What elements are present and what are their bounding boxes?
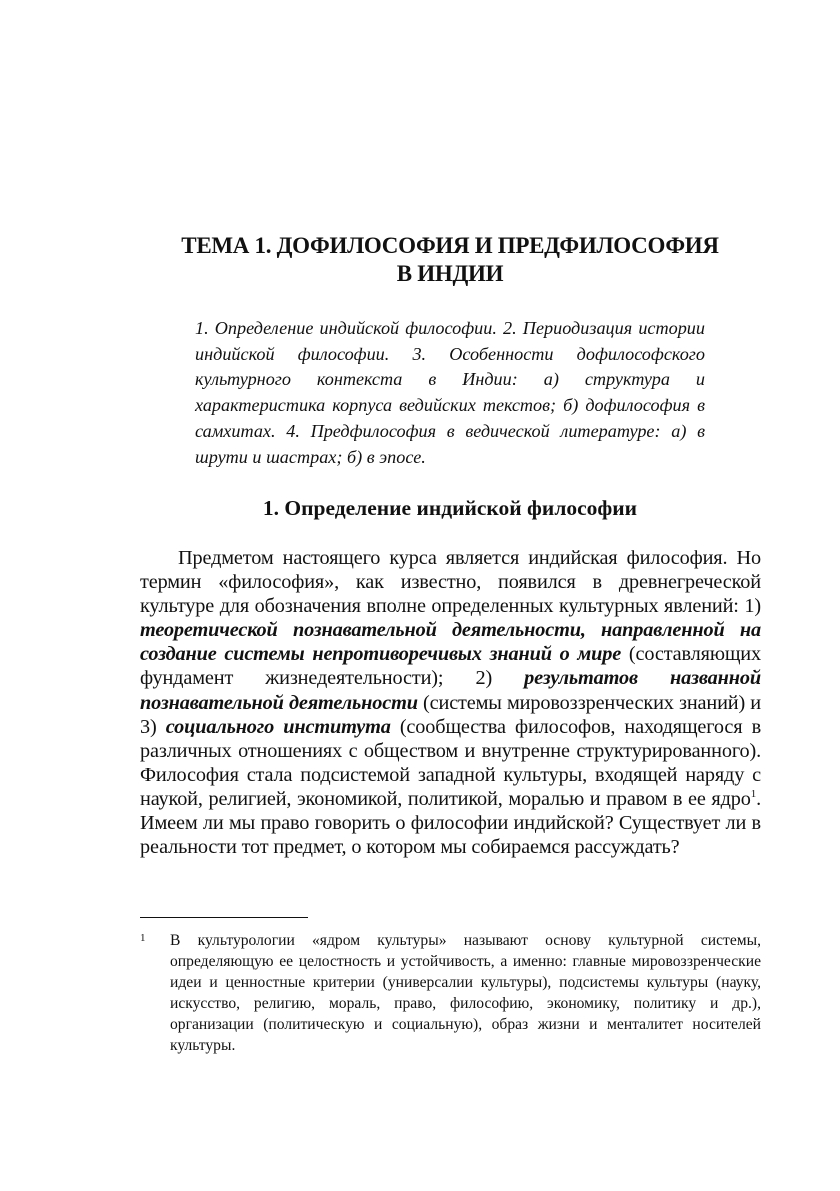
body-text-run-3: (системы мировоззренческих знаний) и 3) (140, 691, 762, 738)
body-text (140, 546, 761, 859)
chapter-title-line-1: ТЕМА 1. ДОФИЛОСОФИЯ И ПРЕДФИЛОСОФИЯ (181, 233, 719, 258)
chapter-summary: 1. Определение индийской философии. 2. Периодизация истории индийской философии. 3. Особенности дофилософского культурного контекста в Индии: а) структура и характеристика корпуса ведийских текстов; б) дофилософия в самхитах. 4. Предфилософия в ведической литературе: а) в шрути и шастрах; б) в эпосе. (195, 318, 705, 467)
chapter-title-line-2: В ИНДИИ (396, 261, 504, 286)
emphasis-term-2: результатов названной познавательной деятельности (140, 667, 761, 714)
body-text-run-5: . Имеем ли мы право говорить о философии индийской? Существует ли в реальности тот предмет, о котором мы собираемся рассуждать? (140, 787, 761, 859)
emphasis-term-1: теоретической познавательной деятельности, направленной на создание системы непротиворечивых знаний о мире (140, 619, 761, 666)
emphasis-term-3: социального института (165, 715, 391, 738)
body-text-run-4: (сообщества философов, находящегося в различных отношениях с обществом и внутренне структурированного). Философия стала подсистемой западной культуры, входящей наряду с наукой, религией, экономикой, политикой, моралью и правом в ее ядро (140, 715, 762, 810)
body-paragraph (140, 546, 761, 859)
footnote (140, 930, 761, 1056)
footnote-divider (140, 917, 308, 918)
footnote-marker: 1 (140, 932, 146, 944)
footnote-reference[interactable]: 1 (750, 787, 757, 800)
body-text-run-1: Предметом настоящего курса является индийская философия. Но термин «философия», как известно, появился в древнегреческой культуре для обозначения вполне определенных культурных явлений: 1) (140, 547, 761, 618)
section-heading: 1. Определение индийской философии (262, 496, 638, 520)
footnote-text: В культурологии «ядром культуры» называют основу культурной системы, определяющую ее целостность и устойчивость, а именно: главные мировоззренческие идеи и ценностные критерии (универсалии культуры), подсистемы культуры (науку, искусство, религию, мораль, право, философию, экономику, политику и др.), организации (политическую и социальную), образ жизни и менталитет носителей культуры. (170, 932, 761, 1054)
chapter-title (140, 232, 760, 288)
body-text-run-2: (составляющих фундамент жизнедеятельности); 2) (140, 643, 761, 690)
